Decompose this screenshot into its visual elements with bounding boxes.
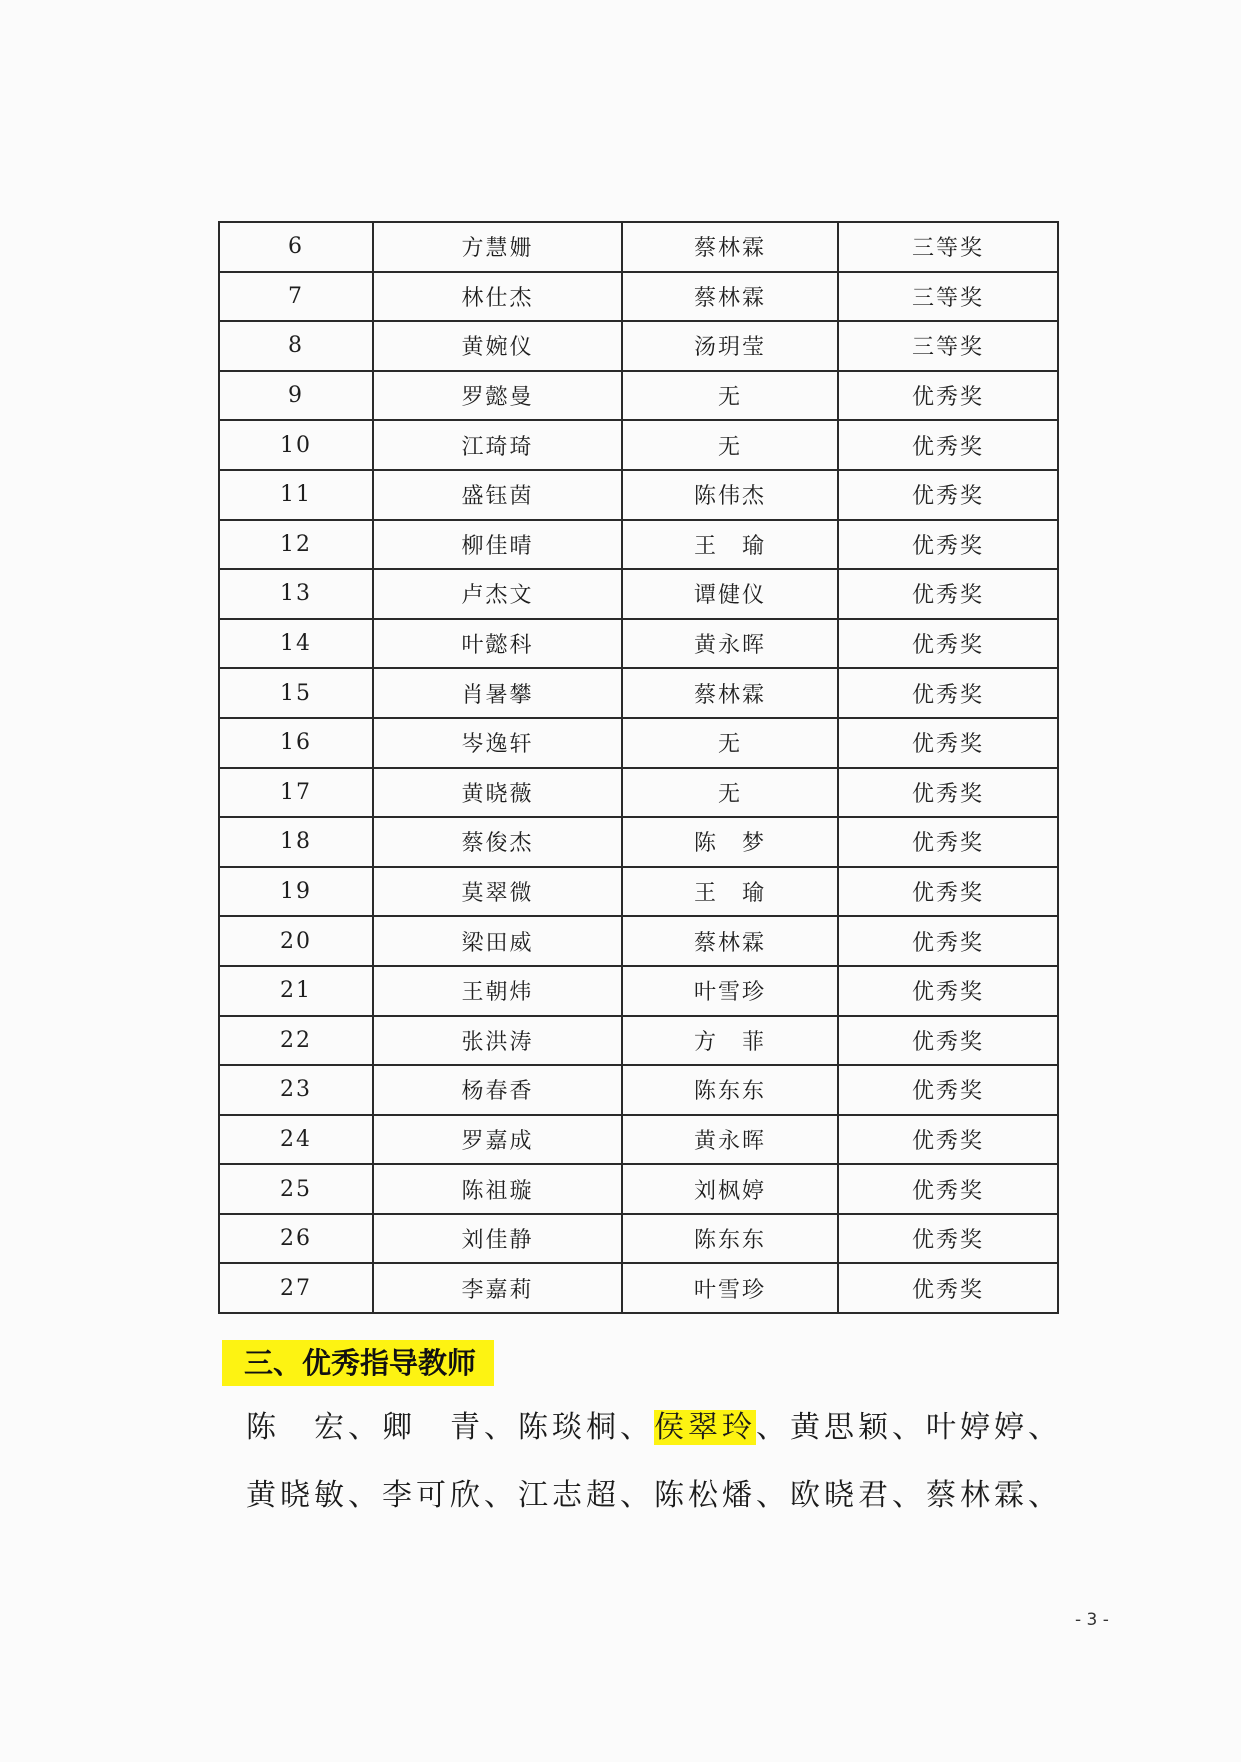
award-level-cell: 优秀奖: [838, 1263, 1058, 1313]
award-level-cell: 优秀奖: [838, 1065, 1058, 1115]
row-number-cell: 18: [219, 817, 373, 867]
row-number-cell: 21: [219, 966, 373, 1016]
teacher-name-cell: 王 瑜: [622, 867, 838, 917]
student-name-cell: 方慧姗: [373, 222, 622, 272]
award-level-cell: 优秀奖: [838, 1016, 1058, 1066]
table-row: [219, 1115, 1058, 1165]
row-number-cell: 11: [219, 470, 373, 520]
row-number-cell: 13: [219, 569, 373, 619]
student-name-cell: 刘佳静: [373, 1214, 622, 1264]
awards-table-body: [219, 222, 1058, 1313]
row-number-cell: 6: [219, 222, 373, 272]
award-level-cell: 优秀奖: [838, 867, 1058, 917]
student-name-cell: 肖暑攀: [373, 668, 622, 718]
student-name-cell: 李嘉莉: [373, 1263, 622, 1313]
row-number-cell: 19: [219, 867, 373, 917]
teacher-name-cell: 无: [622, 420, 838, 470]
award-level-cell: 优秀奖: [838, 768, 1058, 818]
teacher-name-cell: 黄永晖: [622, 619, 838, 669]
teacher-names-after: 、黄思颖、叶婷婷、: [756, 1410, 1062, 1445]
table-row: [219, 768, 1058, 818]
table-row: [219, 321, 1058, 371]
row-number-cell: 7: [219, 272, 373, 322]
row-number-cell: 15: [219, 668, 373, 718]
table-row: [219, 668, 1058, 718]
table-row: [219, 619, 1058, 669]
teacher-name-cell: 蔡林霖: [622, 916, 838, 966]
table-row: [219, 817, 1058, 867]
award-level-cell: 优秀奖: [838, 520, 1058, 570]
teacher-list: [246, 1394, 1066, 1530]
row-number-cell: 25: [219, 1164, 373, 1214]
student-name-cell: 蔡俊杰: [373, 817, 622, 867]
award-level-cell: 优秀奖: [838, 916, 1058, 966]
teacher-name-cell: 刘枫婷: [622, 1164, 838, 1214]
student-name-cell: 罗懿曼: [373, 371, 622, 421]
student-name-cell: 黄晓薇: [373, 768, 622, 818]
table-row: [219, 1164, 1058, 1214]
section-heading: 三、优秀指导教师: [222, 1340, 494, 1386]
student-name-cell: 盛钰茵: [373, 470, 622, 520]
student-name-cell: 杨春香: [373, 1065, 622, 1115]
row-number-cell: 27: [219, 1263, 373, 1313]
row-number-cell: 16: [219, 718, 373, 768]
student-name-cell: 梁田威: [373, 916, 622, 966]
awards-table: [218, 221, 1059, 1314]
row-number-cell: 8: [219, 321, 373, 371]
highlighted-teacher-name: 侯翠玲: [654, 1410, 756, 1445]
table-row: [219, 420, 1058, 470]
teacher-name-cell: 蔡林霖: [622, 222, 838, 272]
student-name-cell: 卢杰文: [373, 569, 622, 619]
table-row: [219, 867, 1058, 917]
table-row: [219, 1016, 1058, 1066]
award-level-cell: 优秀奖: [838, 1115, 1058, 1165]
row-number-cell: 20: [219, 916, 373, 966]
student-name-cell: 莫翠微: [373, 867, 622, 917]
teacher-names-before: 陈 宏、卿 青、陈琰桐、: [246, 1410, 654, 1445]
student-name-cell: 林仕杰: [373, 272, 622, 322]
row-number-cell: 17: [219, 768, 373, 818]
table-row: [219, 569, 1058, 619]
award-level-cell: 优秀奖: [838, 371, 1058, 421]
teacher-name-cell: 叶雪珍: [622, 1263, 838, 1313]
row-number-cell: 23: [219, 1065, 373, 1115]
page-number: - 3 -: [1075, 1610, 1109, 1630]
student-name-cell: 王朝炜: [373, 966, 622, 1016]
award-level-cell: 优秀奖: [838, 718, 1058, 768]
table-row: [219, 1263, 1058, 1313]
teacher-name-cell: 谭健仪: [622, 569, 838, 619]
teacher-name-cell: 陈 梦: [622, 817, 838, 867]
teacher-list-line-1: [246, 1394, 1066, 1462]
student-name-cell: 柳佳晴: [373, 520, 622, 570]
student-name-cell: 张洪涛: [373, 1016, 622, 1066]
teacher-name-cell: 汤玥莹: [622, 321, 838, 371]
teacher-name-cell: 无: [622, 768, 838, 818]
student-name-cell: 岑逸轩: [373, 718, 622, 768]
student-name-cell: 江琦琦: [373, 420, 622, 470]
award-level-cell: 优秀奖: [838, 1214, 1058, 1264]
student-name-cell: 叶懿科: [373, 619, 622, 669]
teacher-list-line-2: 黄晓敏、李可欣、江志超、陈松燔、欧晓君、蔡林霖、: [246, 1478, 1062, 1513]
teacher-name-cell: 王 瑜: [622, 520, 838, 570]
award-level-cell: 优秀奖: [838, 420, 1058, 470]
teacher-name-cell: 陈东东: [622, 1214, 838, 1264]
table-row: [219, 222, 1058, 272]
table-row: [219, 916, 1058, 966]
student-name-cell: 罗嘉成: [373, 1115, 622, 1165]
table-row: [219, 1214, 1058, 1264]
award-level-cell: 三等奖: [838, 321, 1058, 371]
award-level-cell: 优秀奖: [838, 569, 1058, 619]
teacher-name-cell: 方 菲: [622, 1016, 838, 1066]
award-level-cell: 优秀奖: [838, 1164, 1058, 1214]
award-level-cell: 优秀奖: [838, 668, 1058, 718]
row-number-cell: 22: [219, 1016, 373, 1066]
table-row: [219, 1065, 1058, 1115]
teacher-name-cell: 陈东东: [622, 1065, 838, 1115]
award-level-cell: 优秀奖: [838, 817, 1058, 867]
award-level-cell: 优秀奖: [838, 470, 1058, 520]
row-number-cell: 10: [219, 420, 373, 470]
row-number-cell: 12: [219, 520, 373, 570]
table-row: [219, 272, 1058, 322]
row-number-cell: 26: [219, 1214, 373, 1264]
award-level-cell: 优秀奖: [838, 619, 1058, 669]
teacher-name-cell: 叶雪珍: [622, 966, 838, 1016]
table-row: [219, 520, 1058, 570]
table-row: [219, 371, 1058, 421]
teacher-name-cell: 蔡林霖: [622, 668, 838, 718]
table-row: [219, 718, 1058, 768]
table-row: [219, 470, 1058, 520]
award-level-cell: 三等奖: [838, 272, 1058, 322]
student-name-cell: 陈祖璇: [373, 1164, 622, 1214]
row-number-cell: 9: [219, 371, 373, 421]
teacher-name-cell: 陈伟杰: [622, 470, 838, 520]
award-level-cell: 优秀奖: [838, 966, 1058, 1016]
teacher-name-cell: 无: [622, 718, 838, 768]
student-name-cell: 黄婉仪: [373, 321, 622, 371]
table-row: [219, 966, 1058, 1016]
teacher-name-cell: 黄永晖: [622, 1115, 838, 1165]
row-number-cell: 14: [219, 619, 373, 669]
award-level-cell: 三等奖: [838, 222, 1058, 272]
teacher-name-cell: 无: [622, 371, 838, 421]
row-number-cell: 24: [219, 1115, 373, 1165]
teacher-name-cell: 蔡林霖: [622, 272, 838, 322]
